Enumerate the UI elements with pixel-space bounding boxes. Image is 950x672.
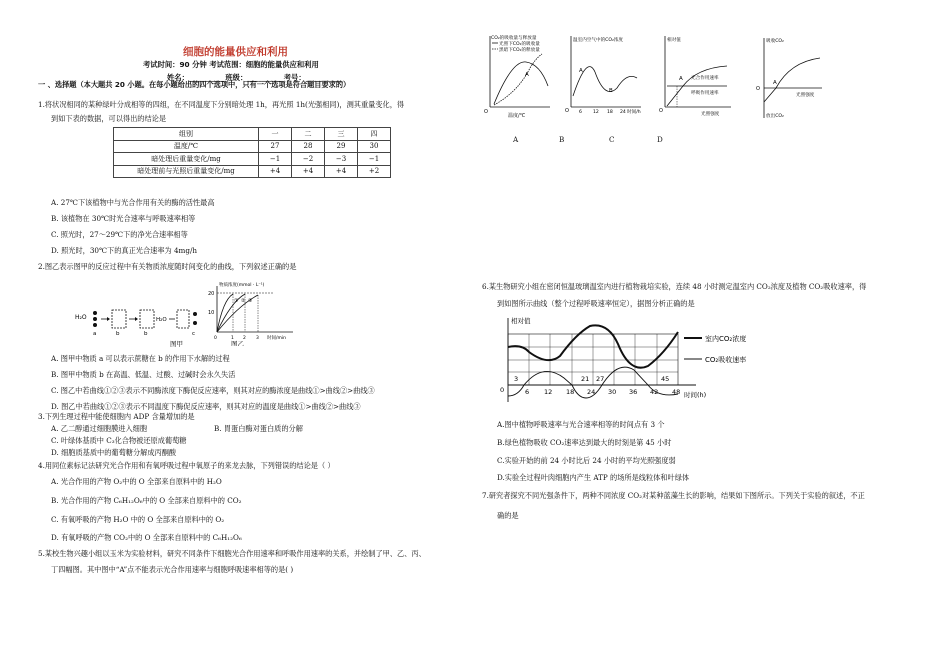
- table-row: [114, 140, 391, 153]
- figure-label-c: C: [609, 135, 615, 144]
- origin-label: O: [565, 108, 569, 114]
- q4-option-b: B. 光合作用的产物 C₆H₁₂O₆中的 O 全部来自原料中的 CO₂: [51, 496, 242, 505]
- x-tick: 48: [672, 388, 681, 396]
- table-header-row: [114, 128, 391, 141]
- fig-letter: b: [144, 331, 148, 337]
- molecule-dot: [193, 321, 197, 325]
- point-label: A: [525, 72, 529, 78]
- page-title: 细胞的能量供应和利用: [183, 46, 288, 58]
- q2-option-c: C. 图乙中若曲线①②③表示不同酶浓度下酶促反应速率，则其对应的酶浓度是曲线①>曲线②>曲线③: [51, 386, 375, 395]
- table-cell: 组别: [114, 128, 259, 141]
- x-axis-label: 温度/℃: [508, 113, 526, 119]
- molecule-dot: [93, 317, 97, 321]
- table-cell: 29: [325, 140, 358, 153]
- table-cell: −1: [259, 153, 292, 166]
- table-cell: −1: [358, 153, 391, 166]
- x-axis-label: 时间(h): [684, 391, 707, 399]
- enzyme-shape: [112, 310, 126, 328]
- fig-letter: c: [192, 331, 196, 337]
- table-cell: 四: [358, 128, 391, 141]
- q5-stem-line1: 5.某校生物兴趣小组以玉米为实验材料，研究不同条件下细胞光合作用速率和呼吸作用速率的关系，并绘制了甲、乙、丙、: [38, 549, 426, 558]
- q4-option-a: A. 光合作用的产物 O₂中的 O 全部来自原料中的 H₂O: [51, 477, 222, 486]
- figure-label-a: A: [513, 135, 519, 144]
- q6-option-b: B.绿色植物吸收 CO₂速率达到最大的时刻是第 45 小时: [497, 438, 672, 447]
- mark-label: 21: [581, 375, 590, 383]
- x-tick: 18: [607, 110, 613, 115]
- q3-option-b: B. 胃蛋白酶对蛋白质的分解: [214, 424, 303, 433]
- x-tick: 6: [579, 110, 582, 115]
- q6-option-a: A.图中植物呼吸速率与光合速率相等的时间点有 3 个: [497, 420, 665, 429]
- x-tick: 24: [620, 110, 626, 115]
- q6-stem-line1: 6.某生物研究小组在密闭恒温玻璃温室内进行植物栽培实验，连续 48 小时测定温室内 CO₂浓度及植物 CO₂吸收速率，得: [482, 282, 867, 291]
- table-cell: 28: [292, 140, 325, 153]
- q6-chart: [498, 314, 798, 406]
- legend-text: CO₂吸收速率: [705, 356, 747, 364]
- q2-option-a: A. 图甲中物质 a 可以表示蔗糖在 b 的作用下水解的过程: [51, 354, 230, 363]
- table-row: [114, 153, 391, 166]
- table-cell: 30: [358, 140, 391, 153]
- fig-letter: a: [93, 331, 97, 337]
- x-tick: 1: [231, 336, 234, 341]
- q6-option-d: D.实验全过程叶肉细胞内产生 ATP 的场所是线粒体和叶绿体: [497, 473, 690, 482]
- x-tick: 18: [566, 388, 575, 396]
- q7-stem-line1: 7.研究者探究不同光强条件下，两种不同浓度 CO₂对某种蓝藻生长的影响，结果如下图所示。下列关于实验的叙述，不正: [482, 491, 865, 500]
- h2o-label: H₂O: [156, 317, 167, 323]
- x-tick: 24: [587, 388, 596, 396]
- q1-option-d: D. 照光时，30℃下的真正光合速率为 4mg/h: [51, 246, 198, 255]
- q7-stem-line2: 确的是: [497, 511, 519, 520]
- table-row: [114, 165, 391, 178]
- y-tick: 10: [208, 310, 215, 316]
- table-cell: 一: [259, 128, 292, 141]
- x-tick: 6: [525, 388, 530, 396]
- x-axis-label: 时间/min: [267, 336, 287, 341]
- q3-option-d: D. 细胞质基质中的葡萄糖分解成丙酮酸: [51, 448, 177, 457]
- table-cell: 三: [325, 128, 358, 141]
- q3-option-c: C. 叶绿体基质中 C₃化合物被还原成葡萄糖: [51, 436, 187, 445]
- origin-label: O: [484, 109, 488, 115]
- legend-text: 室内CO₂浓度: [705, 335, 747, 343]
- q1-option-b: B. 该植物在 30℃时光合速率与呼吸速率相等: [51, 214, 196, 223]
- x-axis-label: 时间/h: [627, 110, 641, 115]
- q2-figure-jia: [75, 290, 200, 348]
- enzyme-shape: [140, 310, 154, 328]
- legend-text: 黑暗下CO₂的释放量: [499, 48, 540, 53]
- y-axis-label: 相对值: [511, 317, 531, 325]
- q1-option-a: A. 27℃下该植物中与光合作用有关的酶的活性最高: [51, 198, 215, 207]
- enzyme-shape: [177, 310, 189, 328]
- fig-yi-caption: 图乙: [231, 340, 244, 346]
- table-cell: +4: [325, 165, 358, 178]
- table-cell: 暗处理前与光照后重量变化/mg: [114, 165, 259, 178]
- grid-lines: [508, 334, 678, 385]
- table-cell: 27: [259, 140, 292, 153]
- reaction-arrow-head: [135, 317, 138, 321]
- q4-stem: 4.用同位素标记法研究光合作用和有氧呼吸过程中氧原子的来龙去脉，下列错误的结论是（ ）: [38, 461, 335, 470]
- q1-table: [113, 127, 391, 178]
- fig-jia-caption: 图甲: [170, 340, 183, 348]
- origin-label: O: [756, 86, 760, 92]
- table-cell: 二: [292, 128, 325, 141]
- x-tick: 36: [629, 388, 638, 396]
- table-cell: +2: [358, 165, 391, 178]
- curve-label: ③: [248, 298, 253, 304]
- curve-label: ②: [241, 298, 246, 304]
- reaction-arrow-head: [107, 317, 110, 321]
- x-tick: 3: [256, 336, 259, 341]
- x-tick: 12: [544, 388, 553, 396]
- q1-stem-line2: 到如下表的数据，可以得出的结论是: [51, 114, 167, 123]
- q2-figure-yi: [203, 280, 298, 346]
- fig-letter: b: [116, 331, 120, 337]
- mark-label: 45: [661, 375, 670, 383]
- exam-meta: 考试时间：90 分钟 考试范围：细胞的能量供应和利用: [143, 60, 319, 69]
- curve-label: ①: [234, 298, 239, 304]
- molecule-dot: [193, 312, 197, 316]
- h2o-label: H₂O: [75, 314, 87, 321]
- table-cell: 温度/℃: [114, 140, 259, 153]
- x-tick: 0: [214, 336, 217, 341]
- q4-option-d: D. 有氧呼吸的产物 CO₂中的 O 全部来自原料中的 C₆H₁₂O₆: [51, 533, 242, 542]
- x-tick: 12: [593, 110, 599, 115]
- origin-label: 0: [500, 386, 505, 394]
- q5-figure-d: [746, 32, 826, 122]
- table-cell: +4: [259, 165, 292, 178]
- table-cell: +4: [292, 165, 325, 178]
- student-fields: 姓名：__________班级：__________考号：__________: [167, 73, 343, 82]
- q4-option-c: C. 有氧呼吸的产物 H₂O 中的 O 全部来自原料中的 O₂: [51, 515, 225, 524]
- legend-text: 光照下CO₂的吸收量: [499, 42, 540, 47]
- mark-label: 27: [596, 375, 605, 383]
- q3-option-a: A. 乙二醇通过细胞膜进入细胞: [51, 424, 148, 433]
- q5-stem-line2: 丁四幅图。其中图中“A”点不能表示光合作用速率与细胞呼吸速率相等的是( ): [51, 565, 294, 574]
- dark-curve: [494, 54, 542, 105]
- legend-text: 呼吸作用速率: [691, 91, 719, 96]
- q3-stem: 3.下列生理过程中能使细胞内 ADP 含量增加的是: [38, 412, 195, 421]
- q6-stem-line2: 到如图所示曲线（整个过程呼吸速率恒定），据图分析正确的是: [497, 299, 695, 308]
- point-label: A: [773, 80, 777, 86]
- mark-label: 3: [514, 375, 519, 383]
- y-axis-label: 物质浓度(mmol · L⁻¹): [219, 283, 265, 288]
- y-axis-label-2: 放出CO₂: [766, 114, 784, 119]
- q2-option-b: B. 图甲中物质 b 在高温、低温、过酸、过碱时会永久失活: [51, 370, 236, 379]
- table-cell: 暗处理后重量变化/mg: [114, 153, 259, 166]
- point-label: A: [679, 76, 683, 82]
- y-axis-label: 相对值: [667, 38, 681, 43]
- x-tick: 42: [650, 388, 659, 396]
- point-label: B: [609, 88, 613, 94]
- q6-option-c: C.实验开始的前 24 小时比后 24 小时的平均光照强度弱: [497, 456, 676, 465]
- molecule-dot: [93, 311, 97, 315]
- q5-figure-a: [482, 32, 554, 122]
- q1-option-c: C. 照光时，27～29℃下的净光合速率相等: [51, 230, 188, 239]
- table-cell: −3: [325, 153, 358, 166]
- x-axis-label: 光照强度: [796, 93, 815, 98]
- legend-text: CO₂的吸收量与释放量: [491, 36, 537, 41]
- x-axis-label: 光照强度: [701, 112, 720, 117]
- molecule-dot: [93, 323, 97, 327]
- q5-figure-c: [653, 32, 735, 122]
- legend-text: 光合作用速率: [691, 76, 719, 81]
- q5-figure-b: [565, 32, 645, 122]
- x-tick: 30: [608, 388, 617, 396]
- q2-stem: 2.图乙表示图甲的反应过程中有关物质浓度随时间变化的曲线，下列叙述正确的是: [38, 262, 297, 271]
- figure-label-b: B: [559, 135, 565, 144]
- y-tick: 20: [208, 291, 215, 297]
- figure-label-d: D: [657, 135, 663, 144]
- origin-label: O: [659, 108, 663, 114]
- point-label: A: [579, 68, 583, 74]
- q2-option-d: D. 图乙中若曲线①②③表示不同温度下酶促反应速率，则其对应的温度是曲线①>曲线②>曲线③: [51, 402, 361, 411]
- section-heading: 一 、选择题（本大题共 20 小题。在每小题给出的四个选项中，只有一个选项是符合题目要求的）: [38, 80, 351, 89]
- chart-title: 温室内空气中的CO₂浓度: [573, 38, 624, 43]
- q1-stem-line1: 1.将状况相同的某种绿叶分成相等的四组，在不同温度下分别暗处理 1h，再光照 1h(光强相同)，测其重量变化，得: [38, 100, 405, 109]
- x-tick: 2: [243, 336, 246, 341]
- y-axis-label: 吸收CO₂: [766, 39, 784, 44]
- table-cell: −2: [292, 153, 325, 166]
